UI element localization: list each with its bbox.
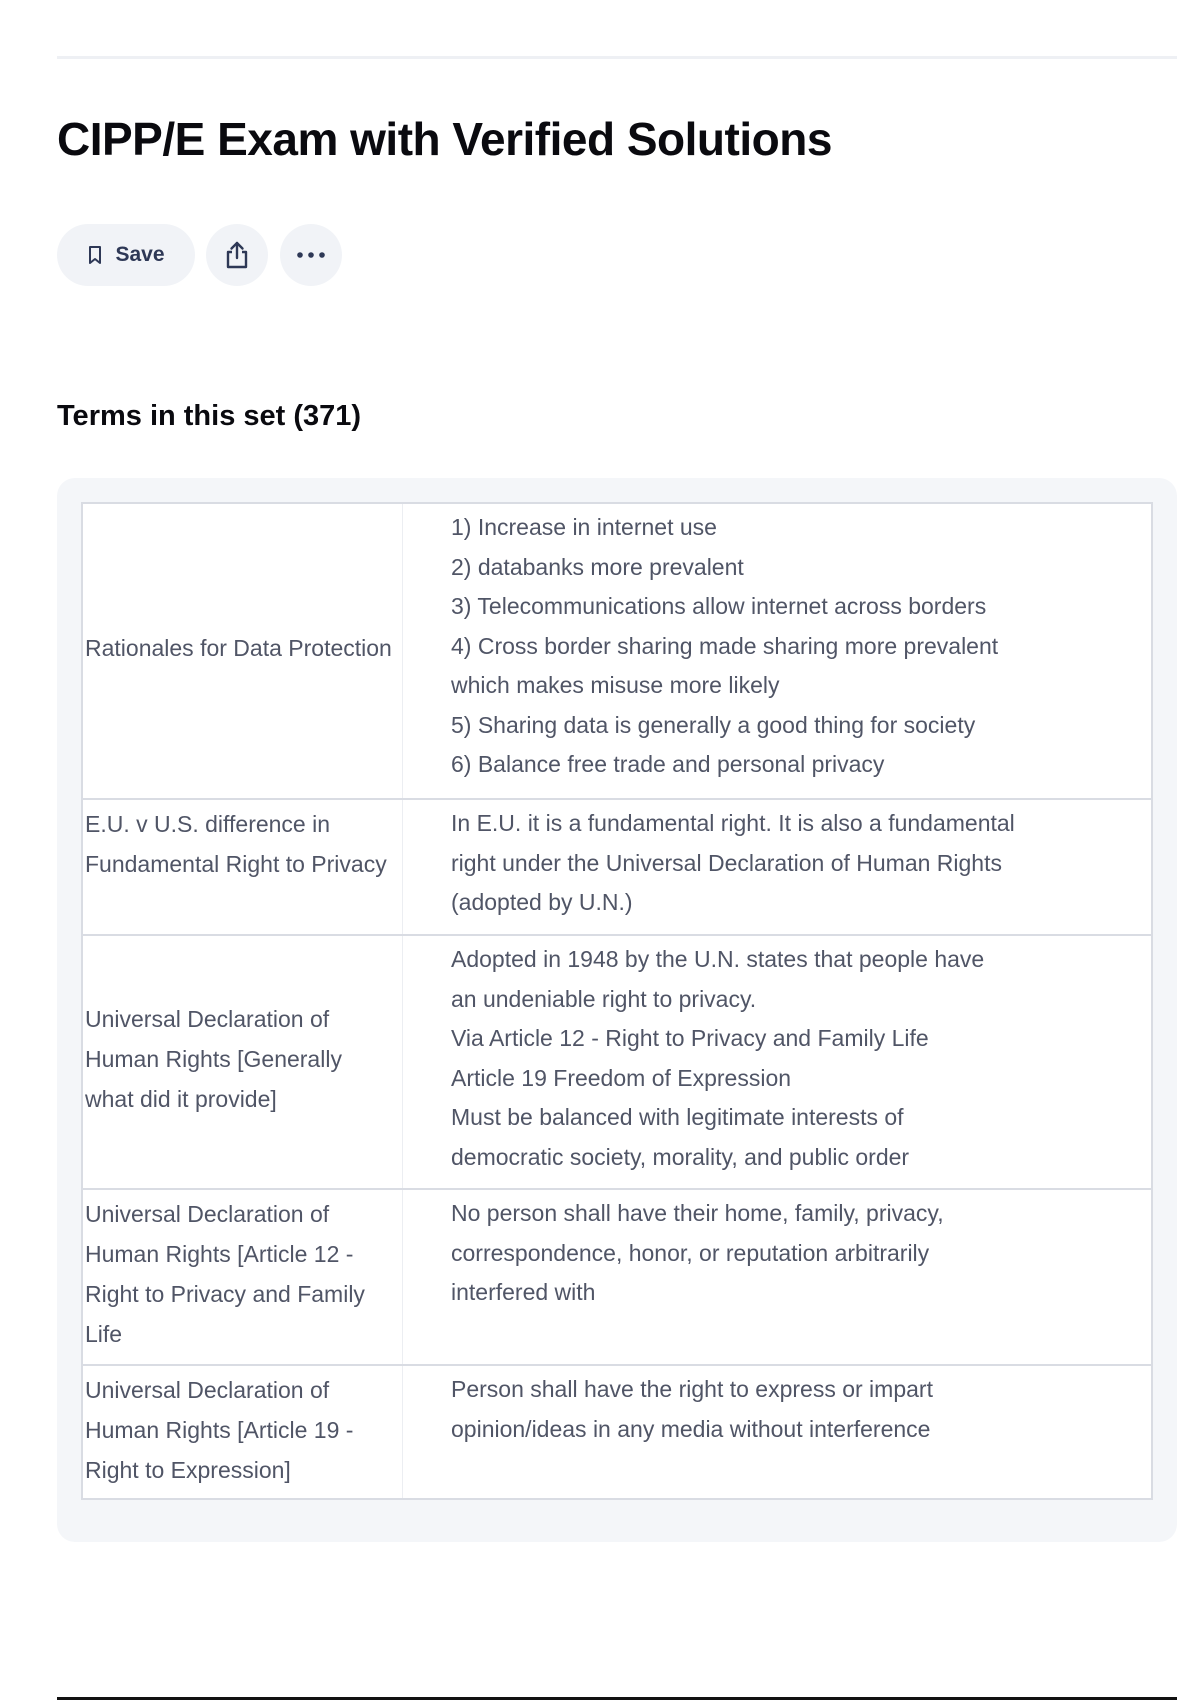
definition-cell — [403, 1366, 1151, 1498]
definition-cell — [403, 504, 1151, 798]
more-horizontal-icon — [296, 251, 326, 259]
definition-cell — [403, 936, 1151, 1188]
definition-line: 1) Increase in internet use — [451, 514, 717, 540]
table-row — [83, 934, 1151, 1188]
definition-line: Must be balanced with legitimate interests of — [451, 1104, 904, 1130]
definition-line: correspondence, honor, or reputation arbitrarily — [451, 1239, 930, 1266]
definition-line: right under the Universal Declaration of Human Rights — [451, 849, 1002, 876]
table-row — [83, 504, 1151, 798]
definition-line: Article 19 Freedom of Expression — [451, 1064, 792, 1091]
term-cell: Universal Declaration of Human Rights [Article 19 - Right to Expression] — [83, 1366, 403, 1498]
definition-line: an undeniable right to privacy. — [451, 985, 757, 1012]
bookmark-icon — [87, 245, 103, 265]
term-cell: E.U. v U.S. difference in Fundamental Right to Privacy — [83, 800, 403, 934]
top-divider — [57, 56, 1177, 59]
term-cell: Universal Declaration of Human Rights [Article 12 - Right to Privacy and Family Life — [83, 1190, 403, 1364]
definition-line: (adopted by U.N.) — [451, 889, 633, 915]
share-icon — [223, 240, 251, 270]
definition-cell — [403, 800, 1151, 934]
share-button[interactable] — [206, 224, 268, 286]
definition-line: 2) databanks more prevalent — [451, 553, 744, 580]
save-button[interactable] — [57, 224, 195, 286]
terms-table — [81, 502, 1153, 1500]
definition-line: 3) Telecommunications allow internet across borders — [451, 593, 987, 619]
more-options-button[interactable] — [280, 224, 342, 286]
definition-line: 5) Sharing data is generally a good thing for society — [451, 711, 976, 738]
definition-line: 4) Cross border sharing made sharing more prevalent — [451, 632, 999, 659]
term-cell: Universal Declaration of Human Rights [Generally what did it provide] — [83, 936, 403, 1188]
definition-line: In E.U. it is a fundamental right. It is also a fundamental — [451, 810, 1015, 836]
table-row — [83, 1364, 1151, 1498]
page-title: CIPP/E Exam with Verified Solutions — [57, 113, 832, 165]
definition-cell — [403, 1190, 1151, 1364]
table-row — [83, 798, 1151, 934]
definition-line: which makes misuse more likely — [451, 672, 780, 698]
definition-line: Via Article 12 - Right to Privacy and Family Life — [451, 1025, 929, 1051]
definition-line: 6) Balance free trade and personal privacy — [451, 751, 885, 777]
definition-line: No person shall have their home, family, privacy, — [451, 1200, 944, 1226]
table-row — [83, 1188, 1151, 1364]
terms-heading: Terms in this set (371) — [57, 400, 362, 432]
definition-line: interfered with — [451, 1279, 596, 1305]
definition-line: Adopted in 1948 by the U.N. states that people have — [451, 946, 985, 972]
save-button-label: Save — [115, 243, 165, 266]
definition-line: democratic society, morality, and public order — [451, 1143, 910, 1170]
definition-line: Person shall have the right to express or impart — [451, 1376, 933, 1402]
term-cell: Rationales for Data Protection — [83, 504, 403, 798]
definition-line: opinion/ideas in any media without interference — [451, 1415, 931, 1442]
